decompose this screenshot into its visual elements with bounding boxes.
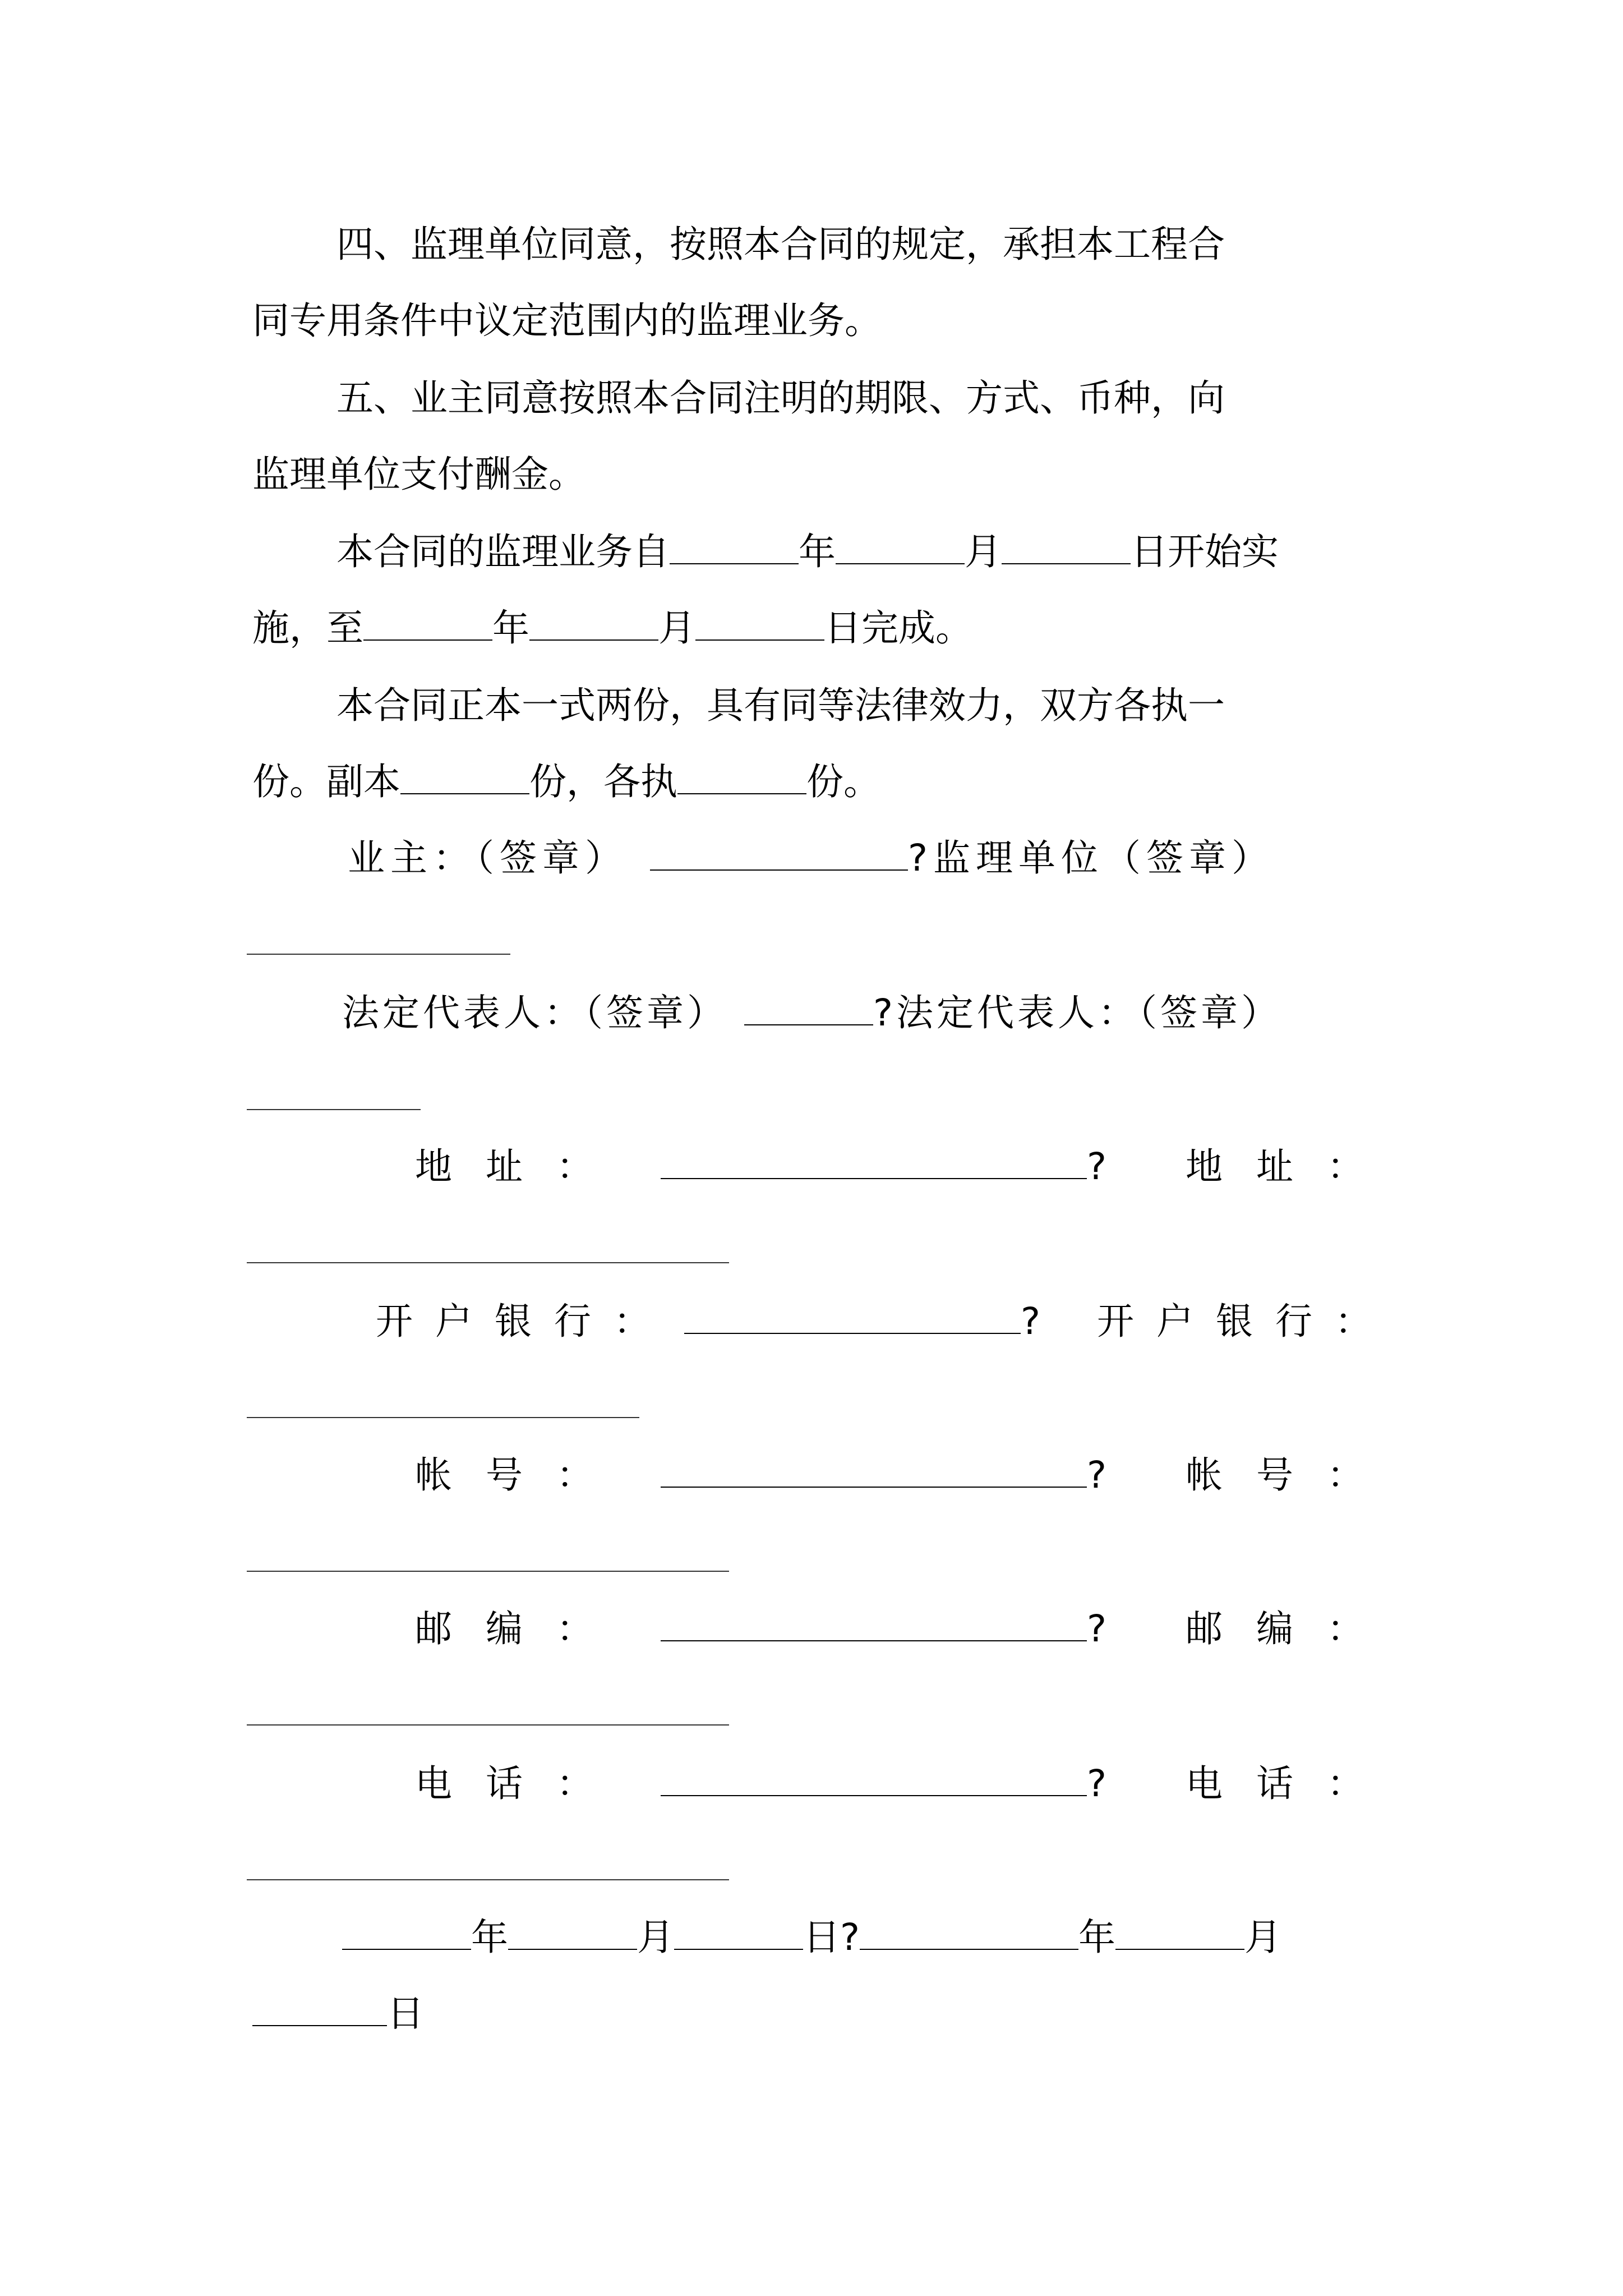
term-year-label: 年 <box>799 530 836 573</box>
postcode-right-blank[interactable] <box>247 1724 729 1726</box>
term-month-label: 月 <box>965 530 1002 573</box>
right-date-day-blank[interactable] <box>252 1993 387 2026</box>
copies-count-blank[interactable] <box>400 761 529 794</box>
term-end-year-blank[interactable] <box>363 607 492 641</box>
phone-label: 电话： <box>415 1762 627 1805</box>
term-line2-prefix: 施，至 <box>252 606 363 650</box>
postcode-right-label: ? 邮编： <box>1087 1607 1398 1650</box>
term-start-suffix: 日开始实 <box>1131 530 1279 573</box>
clause-4-text-1: 四、监理单位同意，按照本合同的规定，承担本工程合 <box>336 223 1225 266</box>
term-end-month-blank[interactable] <box>529 607 658 641</box>
sign-bank-line <box>376 1294 1395 1350</box>
bank-right-blank[interactable] <box>247 1417 639 1418</box>
copies-text-1: 本合同正本一式两份，具有同等法律效力，双方各执一 <box>336 684 1225 727</box>
term-start-day-blank[interactable] <box>1002 531 1131 564</box>
account-label: 帐号： <box>415 1453 627 1497</box>
clause-5-line-1 <box>336 370 1385 426</box>
left-date-day-label: 日? <box>803 1916 860 1959</box>
bank-left-blank[interactable] <box>684 1300 1021 1334</box>
left-date-month-label: 月 <box>637 1916 674 1959</box>
copies-mid: 份，各执 <box>529 760 677 803</box>
left-date-year-label: 年 <box>471 1916 508 1959</box>
legal-rep-left-blank[interactable] <box>744 992 873 1025</box>
phone-right-label: ? 电话： <box>1087 1762 1398 1805</box>
clause-5-text-2: 监理单位支付酬金。 <box>252 453 585 496</box>
owner-label: 业主：（签章） <box>348 836 628 880</box>
term-line-2 <box>252 600 1385 656</box>
sign-postcode-line <box>415 1601 1398 1657</box>
legal-rep-right-label: ?法定代表人：（签章） <box>873 991 1282 1034</box>
term-line-1 <box>336 524 1385 580</box>
sign-date-line <box>342 1910 1385 1966</box>
clause-4-line-2 <box>252 293 1385 349</box>
address-right-label: ? 地址： <box>1087 1145 1398 1188</box>
phone-right-blank[interactable] <box>247 1879 729 1880</box>
sign-address-line <box>415 1139 1398 1195</box>
term-end-day-blank[interactable] <box>695 607 824 641</box>
right-date-month-blank[interactable] <box>1115 1916 1244 1950</box>
legal-rep-right-blank[interactable] <box>247 1109 421 1110</box>
account-left-blank[interactable] <box>661 1454 1087 1488</box>
address-right-blank[interactable] <box>247 1262 729 1263</box>
left-date-day-blank[interactable] <box>674 1916 803 1950</box>
copies-line-2 <box>252 754 1385 810</box>
right-date-year-label: 年 <box>1078 1916 1116 1959</box>
right-date-month-label: 月 <box>1244 1916 1282 1959</box>
bank-right-label: ? 开户银行： <box>1021 1300 1395 1343</box>
supervisor-label: ?监理单位（签章） <box>908 836 1275 880</box>
sign-legal-rep-line <box>342 985 1385 1041</box>
clause-4-text-2: 同专用条件中议定范围内的监理业务。 <box>252 299 882 342</box>
sign-account-line <box>415 1447 1398 1503</box>
account-right-label: ? 帐号： <box>1087 1453 1398 1497</box>
postcode-label: 邮编： <box>415 1607 627 1650</box>
term-start-year-blank[interactable] <box>670 531 799 564</box>
bank-label: 开户银行： <box>376 1300 673 1343</box>
sign-date-line-2 <box>252 1986 1385 2042</box>
term-end-month-label: 月 <box>658 606 695 650</box>
owner-seal-blank[interactable] <box>650 837 908 871</box>
clause-4-line-1 <box>336 217 1385 273</box>
copies-line-1 <box>336 678 1385 734</box>
legal-rep-left-label: 法定代表人：（签章） <box>342 991 727 1034</box>
address-left-blank[interactable] <box>661 1145 1087 1179</box>
postcode-left-blank[interactable] <box>661 1608 1087 1641</box>
phone-left-blank[interactable] <box>661 1763 1087 1796</box>
left-date-year-blank[interactable] <box>342 1916 471 1950</box>
sign-owner-line <box>348 830 1385 886</box>
address-label: 地址： <box>415 1145 627 1188</box>
term-end-year-label: 年 <box>492 606 529 650</box>
right-date-day-label: 日 <box>387 1992 424 2035</box>
supervisor-seal-blank[interactable] <box>247 954 510 955</box>
copies-each-blank[interactable] <box>677 761 806 794</box>
clause-5-line-2 <box>252 447 1385 503</box>
term-end-suffix: 日完成。 <box>824 606 972 650</box>
clause-5-text-1: 五、业主同意按照本合同注明的期限、方式、币种，向 <box>336 376 1225 420</box>
sign-phone-line <box>415 1756 1398 1812</box>
term-prefix: 本合同的监理业务自 <box>336 530 670 573</box>
term-start-month-blank[interactable] <box>836 531 965 564</box>
left-date-month-blank[interactable] <box>508 1916 637 1950</box>
right-date-year-blank[interactable] <box>860 1916 1078 1950</box>
copies-suffix: 份。 <box>806 760 880 803</box>
copies-prefix: 份。副本 <box>252 760 400 803</box>
account-right-blank[interactable] <box>247 1571 729 1572</box>
